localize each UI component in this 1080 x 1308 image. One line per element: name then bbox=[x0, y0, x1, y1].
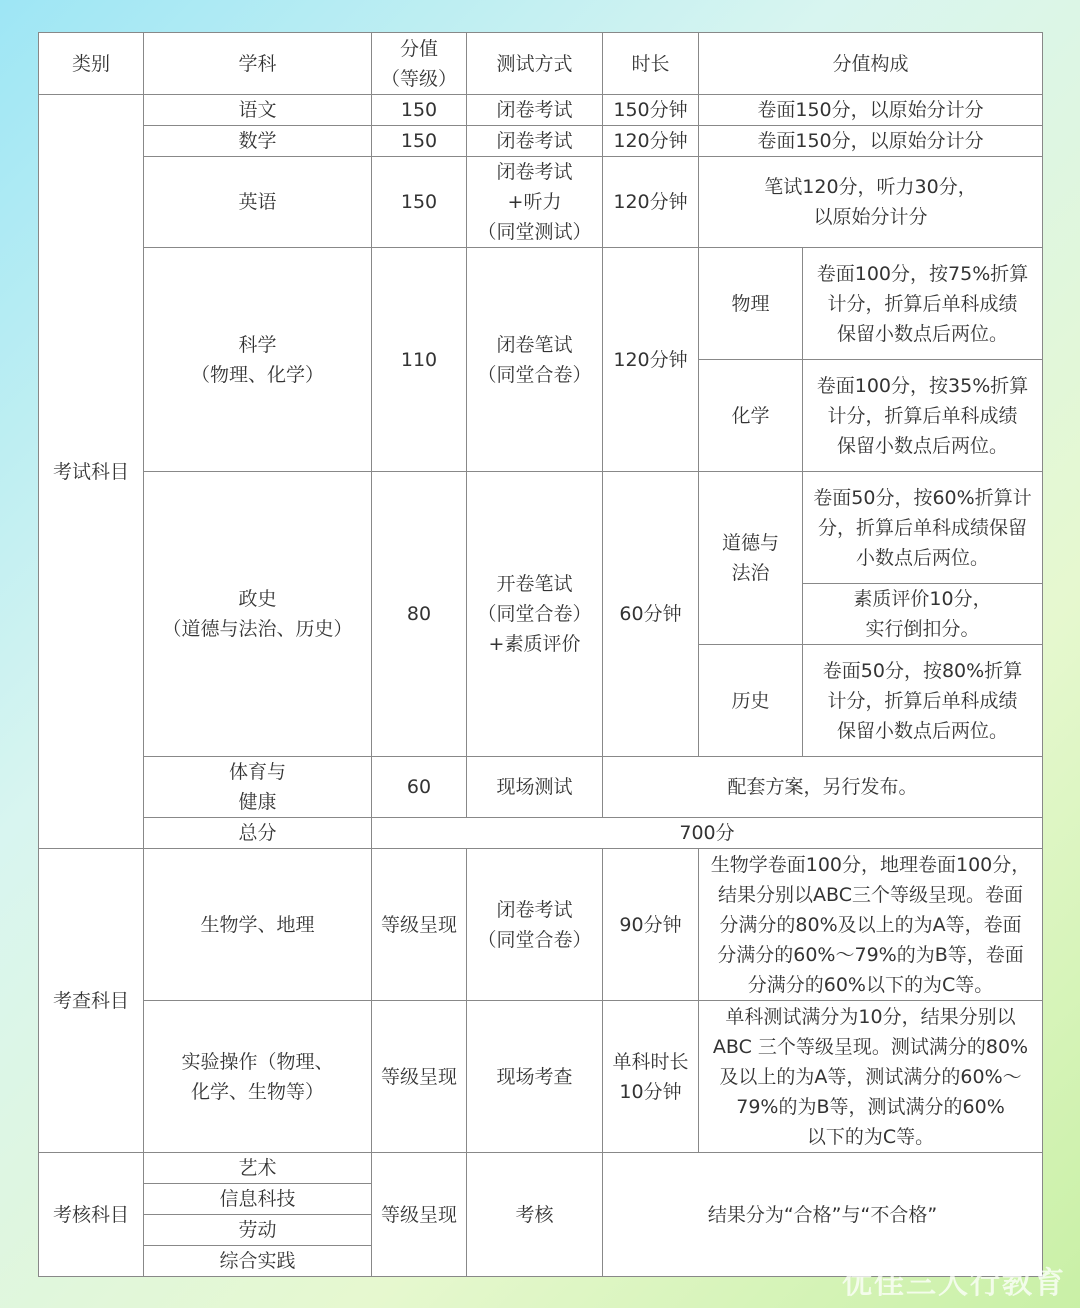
composition-morality: 卷面50分，按60%折算计 分，折算后单科成绩保留 小数点后两位。 bbox=[803, 472, 1043, 584]
subject-math: 数学 bbox=[144, 126, 372, 157]
note-pe: 配套方案，另行发布。 bbox=[603, 757, 1043, 818]
score-chinese: 150 bbox=[372, 95, 467, 126]
table-row bbox=[39, 126, 1043, 157]
composition-lab: 单科测试满分为10分，结果分别以 ABC 三个等级呈现。测试满分的80% 及以上的为A等，测试满分的60%～ 79%的为B等，测试满分的60% 以下的为C等。 bbox=[699, 1001, 1043, 1153]
table-row bbox=[39, 472, 1043, 584]
composition-english: 笔试120分，听力30分， 以原始分计分 bbox=[699, 157, 1043, 248]
subsubject-physics: 物理 bbox=[699, 248, 803, 360]
subject-practice: 综合实践 bbox=[144, 1246, 372, 1277]
composition-bio-geo: 生物学卷面100分，地理卷面100分， 结果分别以ABC三个等级呈现。卷面 分满分的80%及以上的为A等，卷面 分满分的60%～79%的为B等，卷面 分满分的60%以下的为C等。 bbox=[699, 849, 1043, 1001]
table-row bbox=[39, 95, 1043, 126]
composition-morality-quality: 素质评价10分， 实行倒扣分。 bbox=[803, 584, 1043, 645]
table-header-row bbox=[39, 33, 1043, 95]
score-politics-history: 80 bbox=[372, 472, 467, 757]
category-check: 考查科目 bbox=[39, 849, 144, 1153]
score-lab: 等级呈现 bbox=[372, 1001, 467, 1153]
subject-chinese: 语文 bbox=[144, 95, 372, 126]
header-subject: 学科 bbox=[144, 33, 372, 95]
duration-science: 120分钟 bbox=[603, 248, 699, 472]
subject-labor: 劳动 bbox=[144, 1215, 372, 1246]
subsubject-chemistry: 化学 bbox=[699, 360, 803, 472]
header-method: 测试方式 bbox=[467, 33, 603, 95]
table-row bbox=[39, 1153, 1043, 1184]
table-row bbox=[39, 757, 1043, 818]
method-assess: 考核 bbox=[467, 1153, 603, 1277]
score-bio-geo: 等级呈现 bbox=[372, 849, 467, 1001]
composition-chemistry: 卷面100分，按35%折算 计分，折算后单科成绩 保留小数点后两位。 bbox=[803, 360, 1043, 472]
subject-english: 英语 bbox=[144, 157, 372, 248]
subject-politics-history: 政史 （道德与法治、历史） bbox=[144, 472, 372, 757]
score-assess: 等级呈现 bbox=[372, 1153, 467, 1277]
composition-physics: 卷面100分，按75%折算 计分，折算后单科成绩 保留小数点后两位。 bbox=[803, 248, 1043, 360]
duration-math: 120分钟 bbox=[603, 126, 699, 157]
score-english: 150 bbox=[372, 157, 467, 248]
duration-english: 120分钟 bbox=[603, 157, 699, 248]
table-row bbox=[39, 818, 1043, 849]
subsubject-history: 历史 bbox=[699, 645, 803, 757]
category-exam: 考试科目 bbox=[39, 95, 144, 849]
watermark-text: 优佳三人行教育 bbox=[842, 1266, 1066, 1301]
table-row bbox=[39, 157, 1043, 248]
duration-chinese: 150分钟 bbox=[603, 95, 699, 126]
subsubject-morality: 道德与 法治 bbox=[699, 472, 803, 645]
method-lab: 现场考查 bbox=[467, 1001, 603, 1153]
exam-subject-table bbox=[38, 32, 1043, 1277]
subject-bio-geo: 生物学、地理 bbox=[144, 849, 372, 1001]
score-science: 110 bbox=[372, 248, 467, 472]
header-score: 分值 （等级） bbox=[372, 33, 467, 95]
subject-science: 科学 （物理、化学） bbox=[144, 248, 372, 472]
composition-math: 卷面150分，以原始分计分 bbox=[699, 126, 1043, 157]
total-value: 700分 bbox=[372, 818, 1043, 849]
composition-history: 卷面50分，按80%折算 计分，折算后单科成绩 保留小数点后两位。 bbox=[803, 645, 1043, 757]
method-bio-geo: 闭卷考试 （同堂合卷） bbox=[467, 849, 603, 1001]
table-row bbox=[39, 849, 1043, 1001]
method-politics-history: 开卷笔试 （同堂合卷） +素质评价 bbox=[467, 472, 603, 757]
method-pe: 现场测试 bbox=[467, 757, 603, 818]
table-row bbox=[39, 1001, 1043, 1153]
total-label: 总分 bbox=[144, 818, 372, 849]
method-chinese: 闭卷考试 bbox=[467, 95, 603, 126]
composition-chinese: 卷面150分，以原始分计分 bbox=[699, 95, 1043, 126]
composition-assess: 结果分为“合格”与“不合格” bbox=[603, 1153, 1043, 1277]
subject-art: 艺术 bbox=[144, 1153, 372, 1184]
header-category: 类别 bbox=[39, 33, 144, 95]
method-math: 闭卷考试 bbox=[467, 126, 603, 157]
header-duration: 时长 bbox=[603, 33, 699, 95]
exam-table-sheet bbox=[38, 32, 1042, 1276]
score-math: 150 bbox=[372, 126, 467, 157]
header-composition: 分值构成 bbox=[699, 33, 1043, 95]
method-science: 闭卷笔试 （同堂合卷） bbox=[467, 248, 603, 472]
table-row bbox=[39, 248, 1043, 360]
score-pe: 60 bbox=[372, 757, 467, 818]
method-english: 闭卷考试 +听力 （同堂测试） bbox=[467, 157, 603, 248]
duration-lab: 单科时长 10分钟 bbox=[603, 1001, 699, 1153]
subject-lab: 实验操作（物理、 化学、生物等） bbox=[144, 1001, 372, 1153]
duration-politics-history: 60分钟 bbox=[603, 472, 699, 757]
subject-it: 信息科技 bbox=[144, 1184, 372, 1215]
duration-bio-geo: 90分钟 bbox=[603, 849, 699, 1001]
category-assess: 考核科目 bbox=[39, 1153, 144, 1277]
subject-pe: 体育与 健康 bbox=[144, 757, 372, 818]
